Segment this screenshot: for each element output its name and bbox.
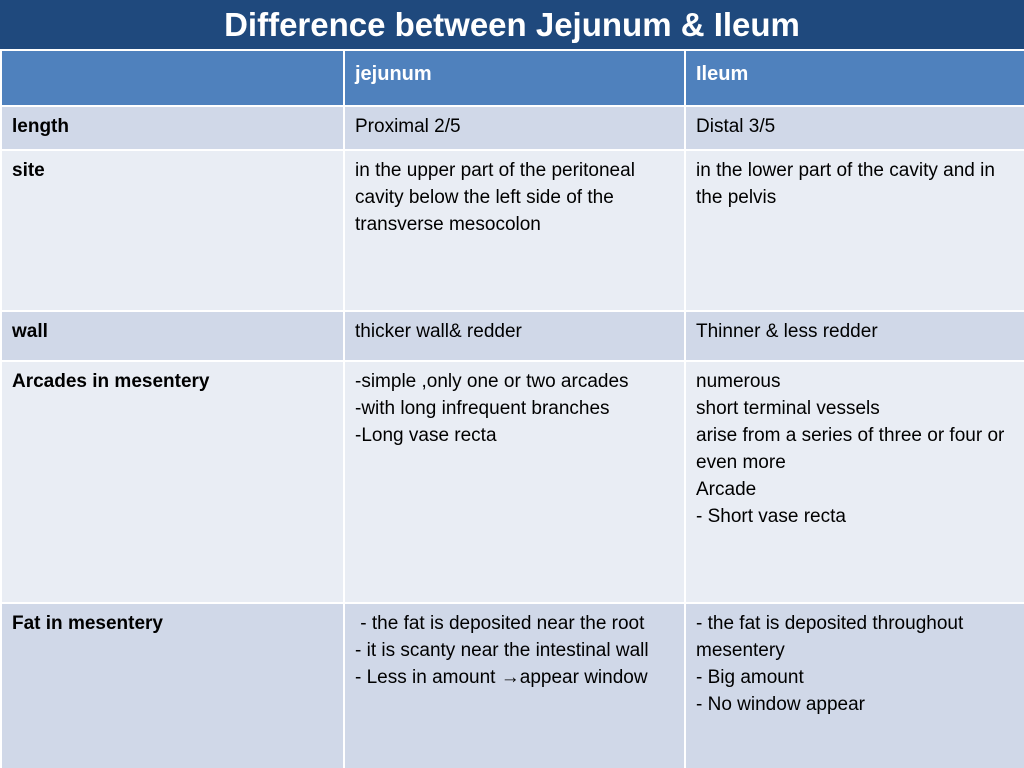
table-row-arcades	[1, 361, 1024, 603]
row-label: Fat in mesentery	[1, 603, 344, 768]
jejunum-cell	[344, 603, 685, 768]
jejunum-cell: thicker wall& redder	[344, 311, 685, 361]
ileum-cell: Distal 3/5	[685, 106, 1024, 150]
ileum-cell: Thinner & less redder	[685, 311, 1024, 361]
table-row-fat	[1, 603, 1024, 768]
header-ileum: Ileum	[685, 50, 1024, 106]
jejunum-cell: in the upper part of the peritoneal cavity below the left side of the transverse mesocolon	[344, 150, 685, 311]
table-row-site	[1, 150, 1024, 311]
header-jejunum: jejunum	[344, 50, 685, 106]
fat-line-2: - it is scanty near the intestinal wall	[355, 640, 649, 661]
fat-line-3-text-after: appear window	[519, 667, 648, 688]
row-label: Arcades in mesentery	[1, 361, 344, 603]
row-label: length	[1, 106, 344, 150]
arrow-right-icon: →	[500, 667, 520, 688]
comparison-table	[0, 49, 1024, 768]
jejunum-cell: -simple ,only one or two arcades -with long infrequent branches -Long vase recta	[344, 361, 685, 603]
row-label: wall	[1, 311, 344, 361]
row-label: site	[1, 150, 344, 311]
fat-line-3-text: - Less in amount	[355, 667, 501, 688]
slide-title: Difference between Jejunum & Ileum	[0, 0, 1024, 50]
header-empty-cell	[1, 50, 344, 106]
ileum-cell: - the fat is deposited throughout mesentery - Big amount - No window appear	[685, 603, 1024, 768]
jejunum-cell: Proximal 2/5	[344, 106, 685, 150]
table-header-row	[1, 50, 1024, 106]
table-row-wall	[1, 311, 1024, 361]
ileum-cell: numerous short terminal vessels arise from a series of three or four or even more Arcade - Short vase recta	[685, 361, 1024, 603]
fat-line-1: - the fat is deposited near the root	[355, 613, 645, 634]
table-row-length	[1, 106, 1024, 150]
ileum-cell: in the lower part of the cavity and in the pelvis	[685, 150, 1024, 311]
fat-line-3	[355, 664, 674, 691]
